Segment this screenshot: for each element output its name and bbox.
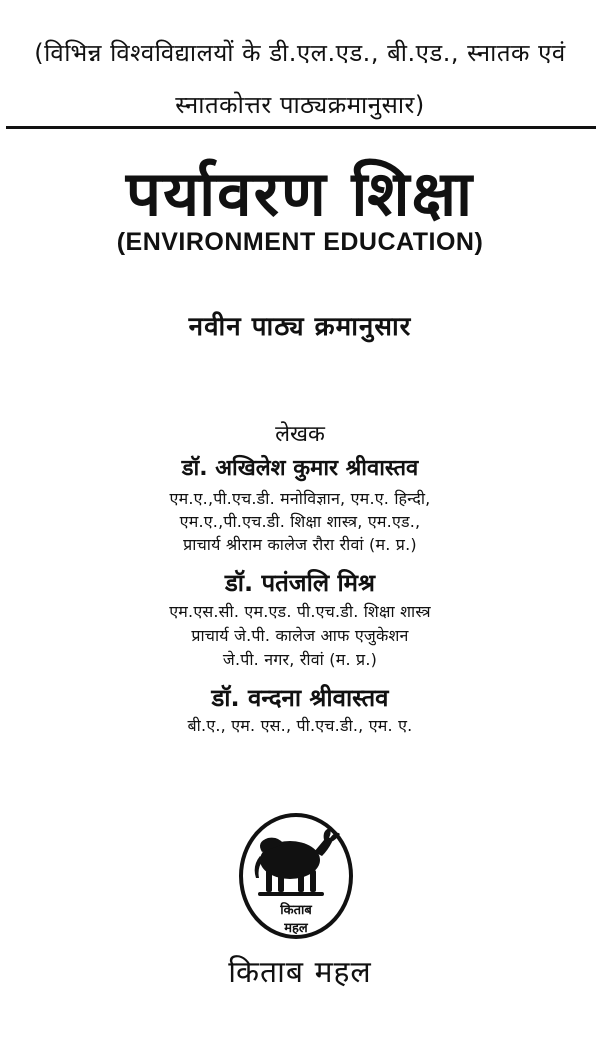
- logo-text-line1: किताब: [280, 903, 312, 918]
- author-1-qualification: प्राचार्य श्रीराम कालेज रौरा रीवां (म. प्र.): [183, 535, 417, 554]
- author-name-1: डॉ. अखिलेश कुमार श्रीवास्तव: [181, 456, 419, 481]
- header-divider: [6, 126, 596, 129]
- author-2-qualification: प्राचार्य जे.पी. कालेज आफ एजुकेशन: [191, 626, 409, 645]
- logo-text-line2: महल: [284, 921, 308, 936]
- author-2-qualification: एम.एस.सी. एम.एड. पी.एच.डी. शिक्षा शास्त्र: [169, 602, 431, 621]
- author-2-qualification: जे.पी. नगर, रीवां (म. प्र.): [222, 650, 378, 669]
- author-1-qualification: एम.ए.,पी.एच.डी. शिक्षा शास्त्र, एम.एड.,: [179, 512, 421, 531]
- curriculum-note-line1: (विभिन्न विश्वविद्यालयों के डी.एल.एड., बी.एड., स्नातक एवं: [34, 39, 566, 67]
- book-title-english: (ENVIRONMENT EDUCATION): [116, 228, 484, 256]
- authors-heading: लेखक: [275, 422, 325, 447]
- author-name-2: डॉ. पतंजलि मिश्र: [224, 569, 376, 597]
- syllabus-note: नवीन पाठ्य क्रमानुसार: [188, 312, 412, 342]
- author-name-3: डॉ. वन्दना श्रीवास्तव: [211, 684, 389, 712]
- publisher-name: किताब महल: [228, 955, 372, 990]
- author-1-qualification: एम.ए.,पी.एच.डी. मनोविज्ञान, एम.ए. हिन्दी,: [169, 489, 431, 508]
- author-3-qualification: बी.ए., एम. एस., पी.एच.डी., एम. ए.: [187, 716, 413, 735]
- curriculum-note-line2: स्नातकोत्तर पाठ्यक्रमानुसार): [175, 91, 425, 119]
- book-title-hindi: पर्यावरण शिक्षा: [125, 157, 475, 230]
